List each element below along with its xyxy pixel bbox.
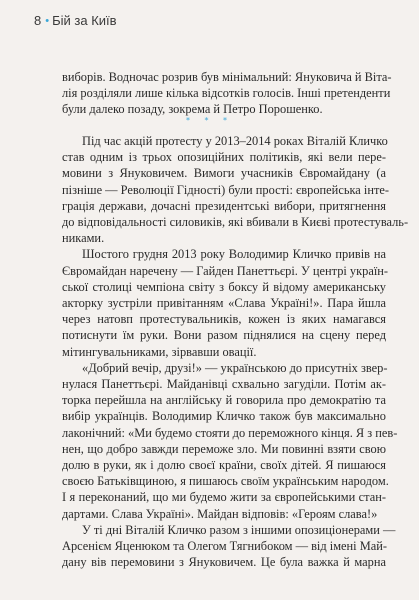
paragraph: [62, 360, 398, 522]
text-line: Євромайдан наречену — Гайден Панеттьєрі. У центрі україн-: [62, 263, 389, 278]
continued-paragraph: [62, 69, 392, 118]
text-line: никами.: [62, 231, 105, 246]
running-header: [34, 13, 117, 28]
text-line: були далеко позаду, зокрема й Петро Порошенко.: [62, 102, 323, 117]
text-line: долю в руки, як і долю своєї країни, своїх дітей. Я пишаюся: [62, 458, 386, 473]
text-line: лія розділяли лише кілька відсотків голосів. Інші претенденти: [62, 86, 391, 101]
text-line: Під час акцій протесту у 2013–2014 роках Віталій Кличко: [82, 134, 388, 148]
text-line: пізніше — Революції Гідності) були прості: європейська інте-: [62, 182, 390, 197]
text-line: через натовп протестувальників, кожен із яких намагався: [62, 312, 386, 327]
text-line: ської столиці чемпіона світу з боксу й відому американську: [62, 279, 386, 294]
text-line: Арсенієм Яценюком та Олегом Тягнибоком — від імені Май-: [62, 539, 387, 554]
text-line: І я переконаний, що ми будемо жити за європейськими стан-: [62, 490, 386, 505]
body-text: [62, 133, 409, 570]
text-line: акторку зустріли привітанням «Слава Україні!». Пара йшла: [62, 296, 386, 311]
text-line: потиснути їм руки. Вони разом піднялися на сцену перед: [62, 328, 386, 343]
text-line: до відповідальності силовиків, які вбивали в Києві протестуваль-: [62, 215, 409, 230]
paragraph: [62, 133, 409, 246]
header-separator-dot: •: [45, 15, 50, 27]
page-number: 8: [34, 13, 42, 28]
text-line: став одним із трьох опозиційних політиків, які вели пере-: [62, 150, 386, 165]
text-line: нен, що добро завжди переможе зло. Ми повинні взяти свою: [62, 441, 386, 456]
text-line: дану вів перемовини з Януковичем. Це була важка й марна: [62, 555, 386, 570]
paragraph: [62, 522, 396, 571]
text-line: торка перейшла на англійську й говорила про демократію та: [62, 393, 386, 408]
chapter-title: Бій за Київ: [52, 13, 117, 28]
text-line: У ті дні Віталій Кличко разом з іншими опозиціонерами —: [82, 522, 396, 537]
text-line: своєю Батьківщиною, я пишаюсь своїм українським народом.: [62, 474, 389, 489]
text-line: лаконічний: «Ми будемо стояти до переможного кінця. Я з пев-: [62, 425, 398, 440]
text-line: виборів. Водночас розрив був мінімальний: Януковича й Віта-: [62, 70, 392, 84]
text-line: «Добрий вечір, друзі!» — українською до присутніх звер-: [82, 360, 388, 375]
text-line: Шостого грудня 2013 року Володимир Кличко привів на: [82, 247, 386, 262]
text-line: вибір українців. Володимир Кличко також був максимально: [62, 409, 386, 424]
text-line: мітингувальниками, зірвавши овації.: [62, 344, 257, 359]
section-divider-stars: * * *: [185, 116, 234, 125]
text-line: грація держави, дочасні президентські вибори, притягнення: [62, 198, 386, 213]
text-line: дартами. Слава Україні». Майдан відповів: «Героям слава!»: [62, 506, 378, 521]
text-line: мовини з Януковичем. Вимоги учасників Євромайдану (а: [62, 166, 386, 181]
paragraph: [62, 246, 389, 359]
text-line: нулася Панеттьєрі. Майданівці схвально загуділи. Потім ак-: [62, 377, 386, 392]
